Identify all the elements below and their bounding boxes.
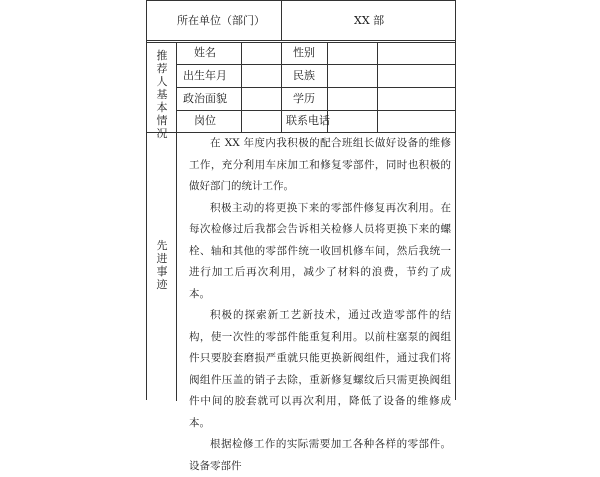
divider xyxy=(147,42,455,43)
recommendation-form xyxy=(146,0,456,472)
deeds-body xyxy=(189,133,451,477)
birth-date-label: 出生年月 xyxy=(183,69,227,82)
divider xyxy=(377,42,378,132)
phone-label: 联系电话 xyxy=(286,114,330,127)
unit-value: XX 部 xyxy=(354,14,385,27)
deeds-paragraph: 在 XX 年度内我积极的配合班组长做好设备的维修工作，充分利用车床加工和修复零部件，同时也积极的做好部门的统计工作。 xyxy=(189,137,451,192)
education-label: 学历 xyxy=(293,92,315,105)
deeds-paragraph: 积极的探索新工艺新技术，通过改造零部件的结构，使一次性的零部件能重复利用。以前柱塞泵的阀组件只要胶套磨损严重就只能更换新阀组件，通过我们将阀组件压盖的销子去除，重新修复螺纹后只需更换阀组件中间的胶套就可以再次利用，降低了设备的维修成本。 xyxy=(189,309,451,429)
divider xyxy=(176,87,455,88)
deeds-section-title: 先进事迹 xyxy=(156,239,168,291)
divider xyxy=(281,1,282,41)
deeds-paragraph: 根据检修工作的实际需要加工各种各样的零部件。设备零部件 xyxy=(189,438,451,472)
recommendee-section-title: 推荐人基本情况 xyxy=(156,49,168,140)
divider xyxy=(241,42,242,132)
gender-label: 性别 xyxy=(293,46,315,59)
divider xyxy=(176,42,177,401)
name-label: 姓名 xyxy=(194,46,216,59)
deeds-paragraph: 积极主动的将更换下来的零部件修复再次利用。在每次检修过后我都会告诉相关检修人员将更换下来的螺栓、轴和其他的零部件统一收回机修车间，然后我统一进行加工后再次利用，减少了材料的浪费，节约了成本。 xyxy=(189,201,451,300)
unit-label: 所在单位（部门） xyxy=(177,14,265,27)
position-label: 岗位 xyxy=(194,114,216,127)
divider xyxy=(176,64,455,65)
divider xyxy=(176,110,455,111)
political-status-label: 政治面貌 xyxy=(183,92,227,105)
divider xyxy=(281,42,282,132)
ethnicity-label: 民族 xyxy=(293,69,315,82)
divider xyxy=(147,40,455,41)
